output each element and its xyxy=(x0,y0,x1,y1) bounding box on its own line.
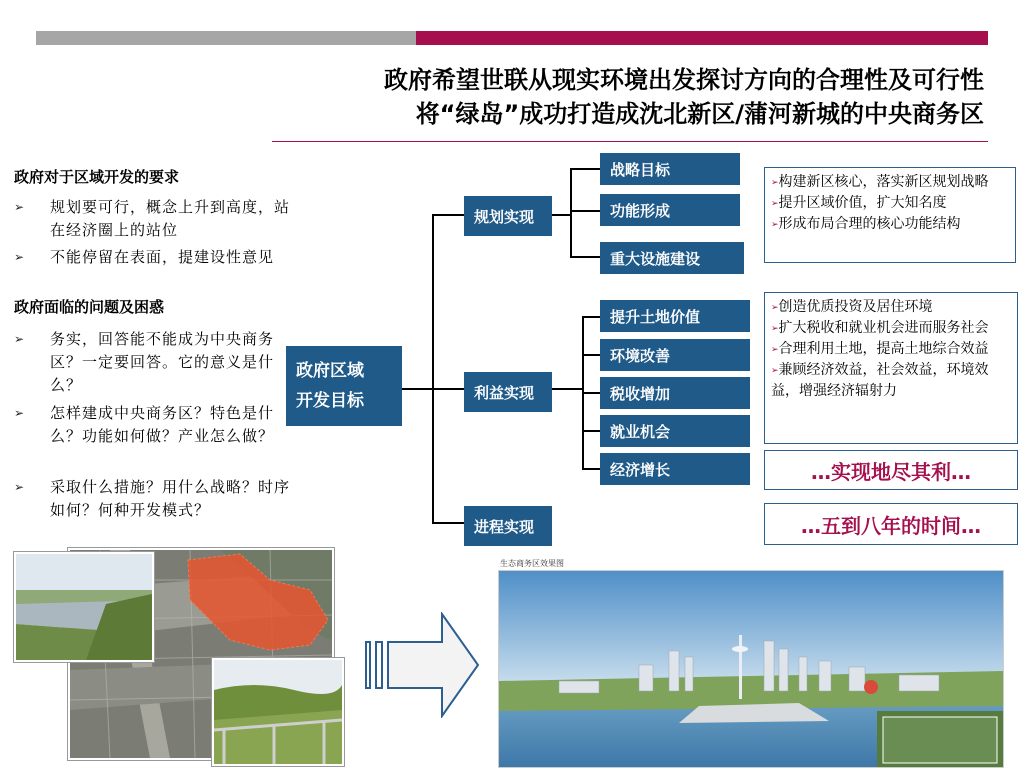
connector-line xyxy=(582,392,600,394)
connector-line xyxy=(432,522,464,524)
branch-planning-box: 规划实现 xyxy=(464,196,552,236)
section-heading-problems: 政府面临的问题及困惑 xyxy=(14,298,165,316)
benefit-child-box: 税收增加 xyxy=(600,377,750,409)
planning-child-box: 战略目标 xyxy=(600,153,740,185)
connector-line xyxy=(570,168,572,258)
transition-arrow-icon xyxy=(362,612,482,718)
connector-line xyxy=(550,214,572,216)
connector-line xyxy=(432,214,464,216)
bullet-item: ➢ 务实，回答能不能成为中央商务区？一定要回答。它的意义是什么？ xyxy=(14,330,275,394)
connector-line xyxy=(570,210,600,212)
river-photo xyxy=(14,552,154,662)
branch-process-box: 进程实现 xyxy=(464,506,552,546)
point-item: ➢创造优质投资及居住环境 xyxy=(771,299,933,315)
arrow-icon: ➢ xyxy=(771,199,779,209)
title-divider xyxy=(272,141,988,142)
bullet-item: ➢ 规划要可行，概念上升到高度，站在经济圈上的站位 xyxy=(14,198,291,239)
bullet-arrow-icon: ➢ xyxy=(14,406,25,420)
connector-line xyxy=(432,214,434,524)
river-photo-graphic xyxy=(16,554,152,660)
connector-line xyxy=(582,316,600,318)
benefit-child-box: 提升土地价值 xyxy=(600,300,750,332)
benefit-child-box: 就业机会 xyxy=(600,415,750,447)
connector-line xyxy=(432,388,464,390)
root-goal-box: 政府区域 开发目标 xyxy=(286,346,402,426)
bullet-arrow-icon: ➢ xyxy=(14,200,25,214)
planning-child-box: 功能形成 xyxy=(600,194,740,226)
connector-line xyxy=(550,388,584,390)
connector-line xyxy=(582,468,600,470)
bullet-arrow-icon: ➢ xyxy=(14,480,25,494)
slogan-box-benefit: …实现地尽其利… xyxy=(764,450,1018,490)
point-item: ➢合理利用土地，提高土地综合效益 xyxy=(771,341,989,357)
point-item: ➢提升区域价值，扩大知名度 xyxy=(771,195,947,211)
connector-line xyxy=(582,430,600,432)
riverside-park-photo xyxy=(212,658,344,766)
cbd-rendering-image xyxy=(498,570,1004,768)
slogan-box-timeline: …五到八年的时间… xyxy=(764,503,1018,545)
riverside-park-graphic xyxy=(214,660,342,764)
point-item: ➢形成布局合理的核心功能结构 xyxy=(771,216,961,232)
bullet-item: ➢ 不能停留在表面，提建设性意见 xyxy=(14,246,304,269)
arrow-icon: ➢ xyxy=(771,366,779,376)
header-bar-gray xyxy=(36,31,416,45)
benefit-child-box: 环境改善 xyxy=(600,339,750,371)
bullet-item: ➢ 采取什么措施？用什么战略？时序如何？何种开发模式？ xyxy=(14,478,291,519)
branch-benefit-box: 利益实现 xyxy=(464,372,552,412)
header-bar-accent xyxy=(416,31,988,45)
page-title-line-1: 政府希望世联从现实环境出发探讨方向的合理性及可行性 xyxy=(384,66,984,94)
bullet-item: ➢ 怎样建成中央商务区？特色是什么？功能如何做？产业怎么做？ xyxy=(14,404,275,445)
connector-line xyxy=(582,354,600,356)
arrow-icon: ➢ xyxy=(771,220,779,230)
cbd-rendering-graphic xyxy=(499,571,1003,767)
section-heading-requirements: 政府对于区域开发的要求 xyxy=(14,168,180,186)
point-item: ➢兼顾经济效益，社会效益，环境效益，增强经济辐射力 xyxy=(771,362,989,399)
rendering-caption: 生态商务区效果图 xyxy=(500,559,564,568)
benefit-points-box xyxy=(764,292,1018,444)
arrow-icon: ➢ xyxy=(771,324,779,334)
connector-line xyxy=(570,168,600,170)
point-item: ➢扩大税收和就业机会进而服务社会 xyxy=(771,320,989,336)
planning-child-box: 重大设施建设 xyxy=(600,242,744,274)
planning-points-box xyxy=(764,167,1016,263)
connector-line xyxy=(402,388,434,390)
bullet-arrow-icon: ➢ xyxy=(14,250,25,264)
bullet-arrow-icon: ➢ xyxy=(14,332,25,346)
connector-line xyxy=(570,256,600,258)
point-item: ➢构建新区核心，落实新区规划战略 xyxy=(771,174,989,190)
arrow-icon: ➢ xyxy=(771,303,779,313)
arrow-icon: ➢ xyxy=(771,345,779,355)
benefit-child-box: 经济增长 xyxy=(600,453,750,485)
page-title-line-2: 将“绿岛”成功打造成沈北新区/蒲河新城的中央商务区 xyxy=(415,100,984,128)
arrow-icon: ➢ xyxy=(771,178,779,188)
